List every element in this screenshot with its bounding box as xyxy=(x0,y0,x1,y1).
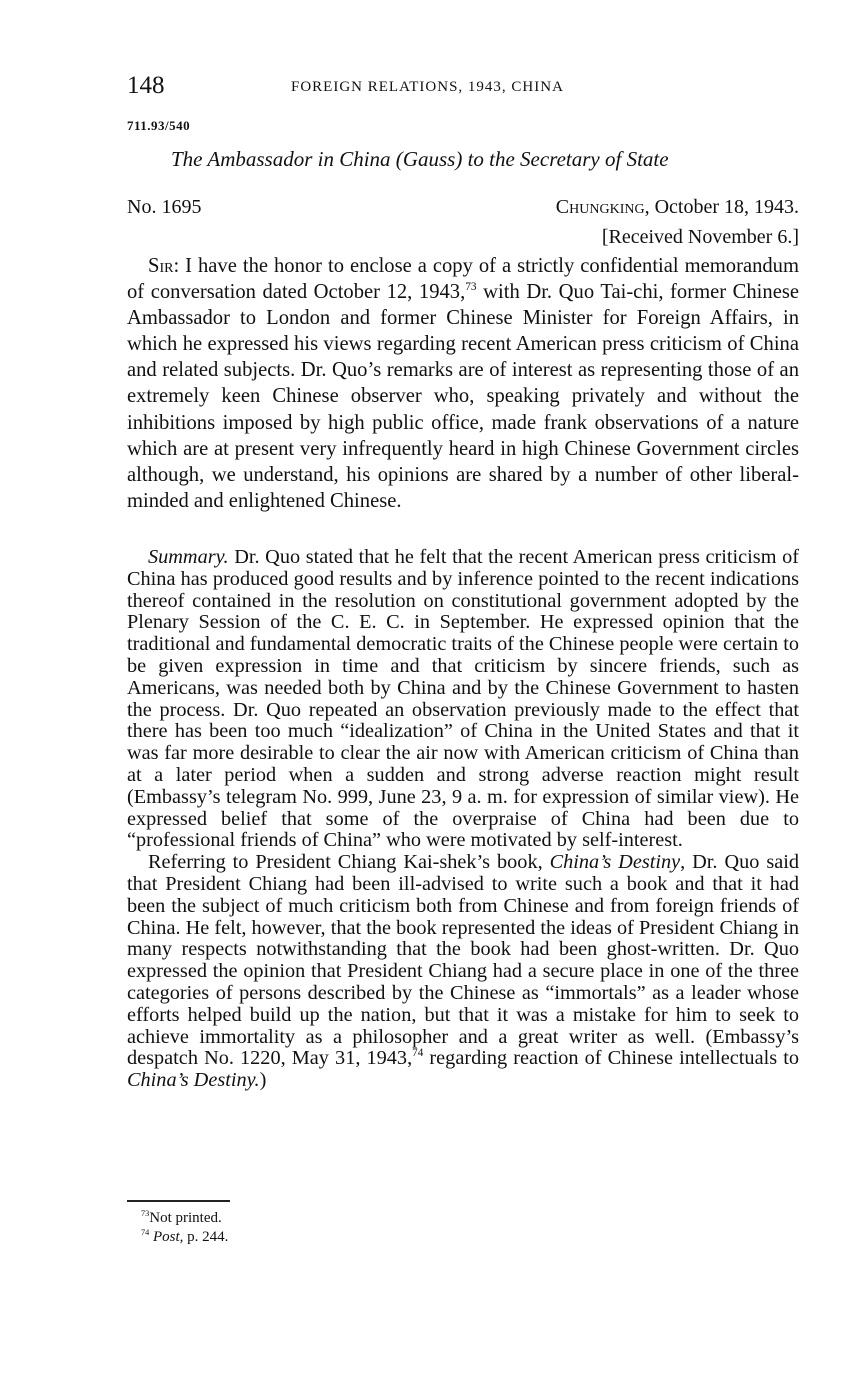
letter-paragraph xyxy=(127,253,799,514)
footnote-text: Not printed. xyxy=(149,1210,222,1226)
heading-name: Gauss xyxy=(402,147,456,171)
running-title: FOREIGN RELATIONS, 1943, CHINA xyxy=(291,79,564,95)
summary-text-2a: Referring to President Chiang Kai-shek’s book, xyxy=(148,851,550,874)
footnote-rule xyxy=(127,1200,230,1202)
summary-text-2c: regarding reaction of Chinese intellectuals to xyxy=(423,1047,799,1070)
footnote-marker: 73 xyxy=(141,1209,150,1219)
summary-text-2d: ) xyxy=(259,1069,267,1092)
received-date: [Received November 6.] xyxy=(601,226,799,248)
despatch-number: No. 1695 xyxy=(127,196,202,218)
summary-label: Summary. xyxy=(148,546,229,568)
footnote-text: p. 244. xyxy=(183,1229,229,1245)
place-date xyxy=(556,196,799,219)
summary-paragraph-2 xyxy=(127,852,799,1092)
heading-text-end: ) to the Secretary of State xyxy=(455,147,669,171)
salutation: Sir: xyxy=(148,255,180,277)
page-number: 148 xyxy=(127,72,165,99)
document-heading xyxy=(171,147,669,172)
file-number: 711.93/540 xyxy=(127,118,191,133)
footnote-marker: 74 xyxy=(141,1228,150,1238)
summary-paragraph-1 xyxy=(127,547,799,852)
book-title-2: China’s Destiny. xyxy=(127,1069,260,1092)
footnote-73 xyxy=(141,1209,228,1228)
place-name: Chungking xyxy=(555,196,645,218)
summary-text-2b: , Dr. Quo said that President Chiang had been ill-advised to write such a book and that it had been the subject of much criticism both from Chinese and from foreign friends of China. He felt, however, that the book represented the ideas of President Chiang in many respects notwithstanding that the book had been ghost-written. Dr. Quo expressed the opinion that President Chiang had a secure place in one of the three categories of persons described by the Chinese as “immortals” as a leader whose efforts helped build up the nation, but that it was a mistake for him to seek to achieve immortality as a philosopher and a great writer as well. (Embassy’s despatch No. 1220, May 31, 1943, xyxy=(127,851,799,1070)
footnotes xyxy=(141,1209,228,1247)
heading-text-start: The Ambassador in China ( xyxy=(171,147,403,171)
letter-text-2: with Dr. Quo Tai-chi, former Chinese Ambassador to London and former Chinese Minister for Foreign Affairs, in which he expressed his views regarding recent American press criticism of China and related subjects. Dr. Quo’s remarks are of interest as representing those of an extremely keen Chinese observer who, speaking privately and without the inhibitions imposed by high public office, made frank observations of a nature which are at present very infrequently heard in high Chinese Government circles although, we understand, his opinions are shared by a number of other liberal-minded and enlightened Chinese. xyxy=(127,281,800,512)
running-head xyxy=(127,72,799,102)
book-title: China’s Destiny xyxy=(549,851,681,874)
footnote-ref-74: 74 xyxy=(412,1047,424,1060)
letter-text-1: I have the honor to enclose a copy of a strictly confidential memorandum of conversation dated October 12, 1943, xyxy=(127,255,799,304)
summary-text-1: Dr. Quo stated that he felt that the recent American press criticism of China has produced good results and by inference pointed to the recent indications thereof contained in the resolution on constitutional government adopted by the Plenary Session of the C. E. C. in September. He expressed opinion that the traditional and fundamental democratic traits of the Chinese people were certain to be given expression in time and that criticism by sincere friends, such as Americans, was needed both by China and by the Chinese Government to hasten the process. Dr. Quo repeated an observation previously made to the effect that there has been too much “idealization” of China in the United States and that it was far more desirable to clear the air now with American criticism of China than at a later period when a sudden and strong adverse reaction might result (Embassy’s telegram No. 999, June 23, 9 a. m. for expression of similar view). He expressed belief that some of the overpraise of China had been due to “professional friends of China” who were motivated by self-interest. xyxy=(127,546,799,852)
footnote-74 xyxy=(141,1228,228,1247)
summary-section xyxy=(127,547,799,1092)
date-text: , October 18, 1943. xyxy=(644,196,799,218)
footnote-italic: Post, xyxy=(153,1229,184,1245)
footnote-ref-73: 73 xyxy=(465,281,477,294)
